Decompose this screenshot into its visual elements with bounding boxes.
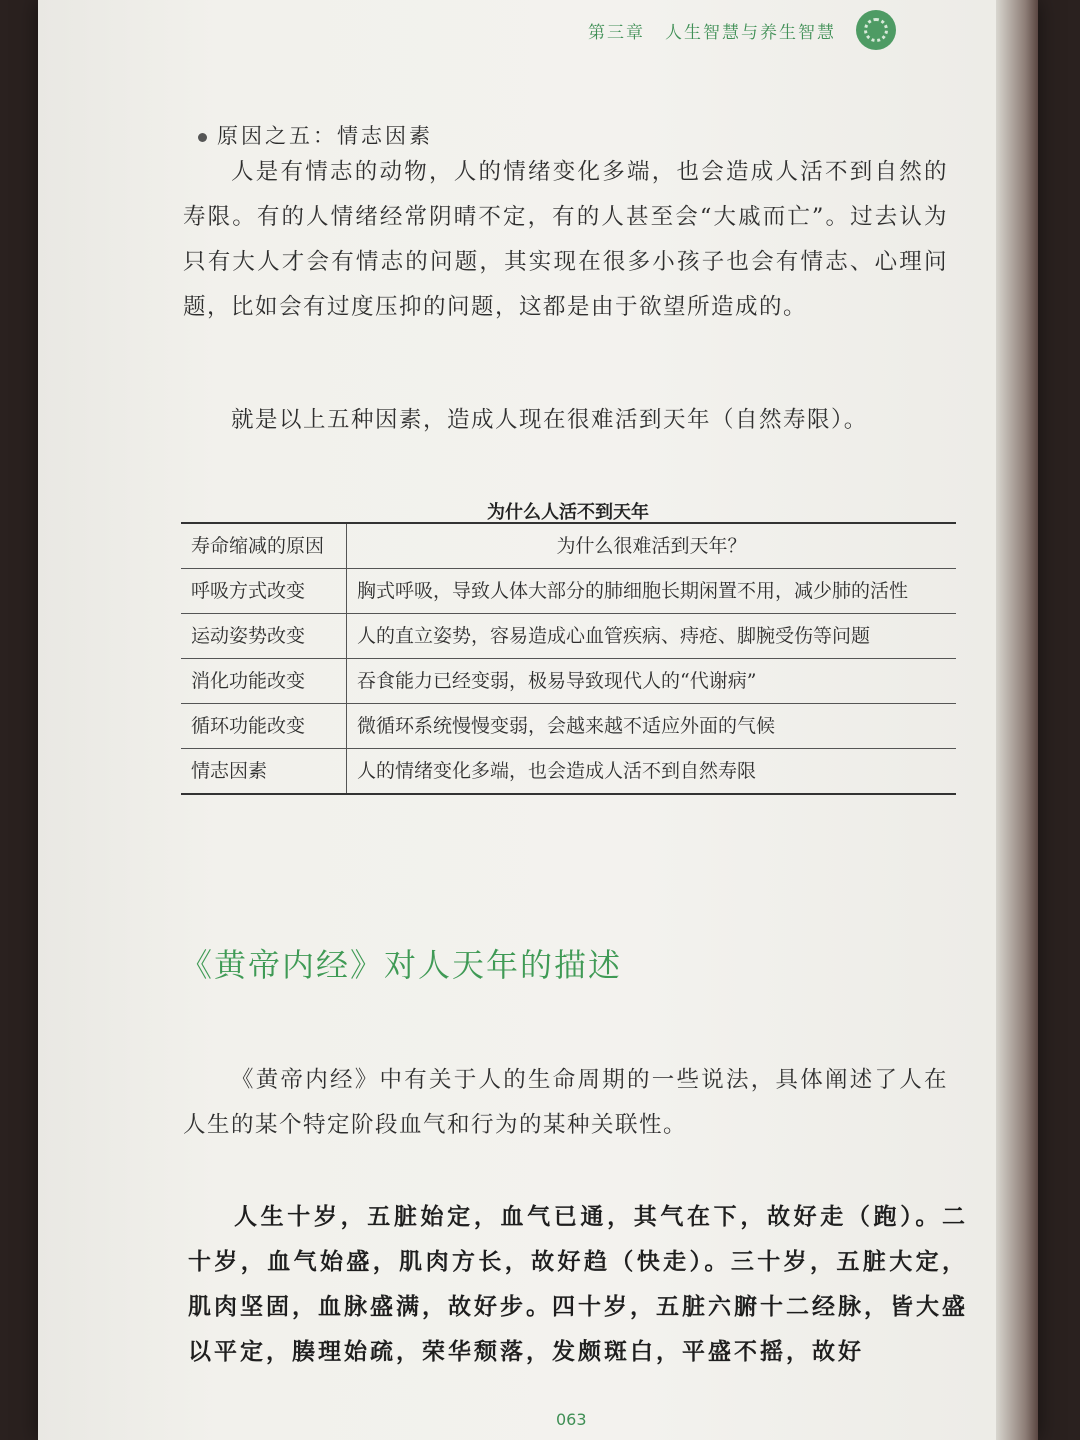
explanation-cell: 吞食能力已经变弱，极易导致现代人的“代谢病” — [347, 659, 957, 704]
explanation-cell: 微循环系统慢慢变弱，会越来越不适应外面的气候 — [347, 704, 957, 749]
table-row — [181, 704, 956, 749]
subsection-heading — [198, 120, 433, 150]
reason-cell: 运动姿势改变 — [181, 614, 347, 659]
page-number: 063 — [556, 1410, 587, 1429]
reason-cell: 消化功能改变 — [181, 659, 347, 704]
paragraph: 人是有情志的动物，人的情绪变化多端，也会造成人活不到自然的寿限。有的人情绪经常阴晴不定，有的人甚至会“大戚而亡”。过去认为只有大人才会有情志的问题，其实现在很多小孩子也会有情志、心理问题，比如会有过度压抑的问题，这都是由于欲望所造成的。 — [183, 159, 948, 320]
intro-paragraph: 《黄帝内经》中有关于人的生命周期的一些说法，具体阐述了人在人生的某个特定阶段血气和行为的某种关联性。 — [183, 1067, 948, 1138]
classic-quote: 人生十岁，五脏始定，血气已通，其气在下，故好走（跑）。二十岁，血气始盛，肌肉方长，故好趋（快走）。三十岁，五脏大定，肌肉坚固，血脉盛满，故好步。四十岁，五脏六腑十二经脉，皆大盛以平定，腠理始疏，荣华颓落，发颇斑白，平盛不摇，故好 — [188, 1204, 968, 1365]
section-title: 《黄帝内经》对人天年的描述 — [180, 946, 623, 984]
subsection-heading-text: 原因之五：情志因素 — [217, 124, 433, 148]
book-page — [38, 0, 1038, 1440]
paragraph: 就是以上五种因素，造成人现在很难活到天年（自然寿限）。 — [231, 407, 868, 433]
table-row — [181, 614, 956, 659]
page-edge — [996, 0, 1038, 1440]
column-header: 为什么很难活到天年？ — [347, 523, 957, 569]
running-header — [588, 18, 836, 43]
reason-cell: 循环功能改变 — [181, 704, 347, 749]
table-title: 为什么人活不到天年 — [487, 502, 649, 523]
table-row — [181, 749, 956, 795]
bullet-icon — [198, 133, 207, 142]
reason-cell: 情志因素 — [181, 749, 347, 795]
table-row — [181, 659, 956, 704]
column-header: 寿命缩减的原因 — [181, 523, 347, 569]
chapter-emblem-icon — [856, 10, 896, 50]
reason-cell: 呼吸方式改变 — [181, 569, 347, 614]
reasons-table — [181, 522, 956, 795]
explanation-cell: 胸式呼吸，导致人体大部分的肺细胞长期闲置不用，减少肺的活性 — [347, 569, 957, 614]
chapter-number: 第三章 — [588, 23, 645, 43]
table-header-row — [181, 523, 956, 569]
table-row — [181, 569, 956, 614]
chapter-title: 人生智慧与养生智慧 — [665, 23, 836, 43]
explanation-cell: 人的情绪变化多端，也会造成人活不到自然寿限 — [347, 749, 957, 795]
explanation-cell: 人的直立姿势，容易造成心血管疾病、痔疮、脚腕受伤等问题 — [347, 614, 957, 659]
